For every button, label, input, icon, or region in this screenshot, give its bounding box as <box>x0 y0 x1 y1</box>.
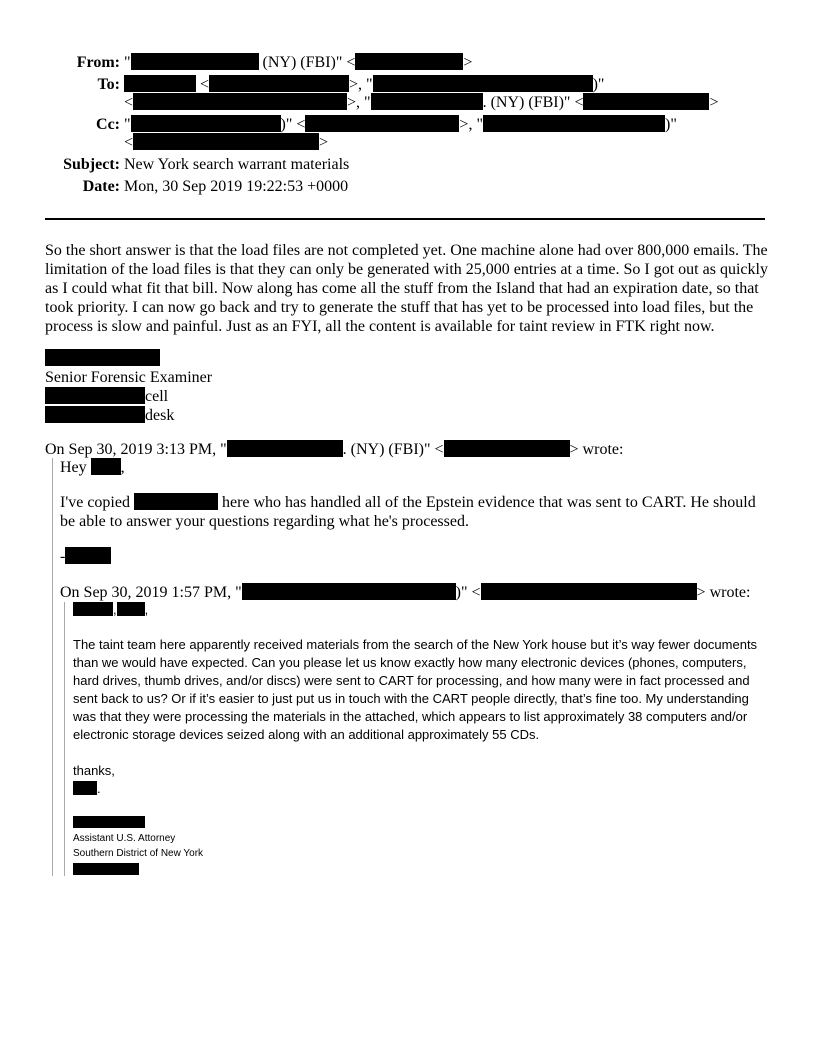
quote2-signature <box>73 816 203 878</box>
attribution-text: > wrote: <box>569 441 624 458</box>
redaction <box>483 115 665 132</box>
redaction <box>444 440 570 457</box>
redaction <box>45 387 145 404</box>
quote1-attribution <box>45 440 775 459</box>
redaction <box>355 53 463 70</box>
from-end: > <box>463 54 473 71</box>
from-mid: (NY) (FBI)" < <box>262 54 356 71</box>
redaction <box>73 781 97 795</box>
redaction <box>481 583 697 600</box>
greeting-text: Hey <box>60 459 87 476</box>
redaction <box>305 115 459 132</box>
quote1-paragraph <box>60 493 770 531</box>
dash-text: - <box>60 548 66 565</box>
quote1-greeting <box>60 458 125 477</box>
quote2-greeting <box>73 601 148 619</box>
redaction <box>73 816 145 828</box>
redaction <box>133 133 319 150</box>
cc-label: Cc: <box>96 116 120 133</box>
paragraph-text: here who has handled all of the Epstein evidence that was sent to CART. He should be able to answer your questions regarding what he's processed. <box>60 494 756 530</box>
thanks-text: thanks, <box>73 763 115 778</box>
redaction <box>131 53 259 70</box>
redaction <box>373 75 593 92</box>
redaction <box>45 406 145 423</box>
reply-signature <box>45 349 775 425</box>
redaction <box>124 75 196 92</box>
subject-value: New York search warrant materials <box>124 156 350 173</box>
thanks-text: . <box>97 781 101 796</box>
attribution-text: On Sep 30, 2019 1:57 PM, " <box>60 584 242 601</box>
quote1-signoff <box>60 547 111 566</box>
signature-desk: desk <box>145 407 175 424</box>
redaction <box>45 349 160 366</box>
redaction <box>73 863 139 875</box>
signature-office: Southern District of New York <box>73 848 204 859</box>
redaction <box>133 93 347 110</box>
quote2-thanks <box>73 762 115 798</box>
redaction <box>371 93 483 110</box>
redaction <box>134 493 218 510</box>
redaction <box>227 440 343 457</box>
redaction <box>209 75 349 92</box>
attribution-text: On Sep 30, 2019 3:13 PM, " <box>45 441 227 458</box>
attribution-text: > wrote: <box>696 584 751 601</box>
signature-title: Senior Forensic Examiner <box>45 369 213 386</box>
header-divider <box>45 218 765 220</box>
redaction <box>65 547 111 564</box>
date-value: Mon, 30 Sep 2019 19:22:53 +0000 <box>124 178 349 195</box>
redaction <box>583 93 709 110</box>
to-label: To: <box>97 76 120 93</box>
attribution-text: )" < <box>455 584 481 601</box>
redaction <box>91 458 121 475</box>
greeting-text: , <box>144 602 149 617</box>
quote2-paragraph: The taint team here apparently received materials from the search of the New York house but it’s way fewer documents than we would have expected. Can you please let us know exactly how many electronic devices (phones, computers, hard drives, thumb drives, and/or discs) were sent to CART for processing, and how many were in fact processed and sent back to us? Or if it’s easier to just put us in touch with the CART people directly, that’s fine too. My understanding was that they were processing the materials in the attached, which appears to list approximately 38 computers and/or electronic storage devices seized along with an additional approximately 55 CDs. <box>73 637 758 742</box>
from-label: From: <box>76 54 120 71</box>
quote2-attribution <box>60 583 750 602</box>
reply-paragraph: So the short answer is that the load files are not completed yet. One machine alone had over 800,000 emails. The limitation of the load files is that they can only be generated with 25,000 entries at a time. So I got out as quickly as I could what fit that bill. Now along has come all the stuff from the Island that had an expiration date, so that took priority. I can now go back and try to generate the stuff that has yet to be processed into load files, but the process is slow and painful. Just as an FYI, all the content is available for taint review in FTK right now. <box>45 242 768 335</box>
redaction <box>117 602 145 616</box>
redaction <box>242 583 456 600</box>
date-label: Date: <box>82 178 120 195</box>
quote-bar <box>52 458 53 876</box>
paragraph-text: I've copied <box>60 494 130 511</box>
greeting-text: , <box>120 459 125 476</box>
attribution-text: . (NY) (FBI)" < <box>342 441 444 458</box>
redaction <box>73 602 113 616</box>
signature-cell: cell <box>145 388 169 405</box>
redaction <box>131 115 281 132</box>
quote-bar <box>64 602 65 876</box>
greeting-text: , <box>113 602 117 617</box>
subject-label: Subject: <box>63 156 120 173</box>
signature-title: Assistant U.S. Attorney <box>73 833 176 844</box>
